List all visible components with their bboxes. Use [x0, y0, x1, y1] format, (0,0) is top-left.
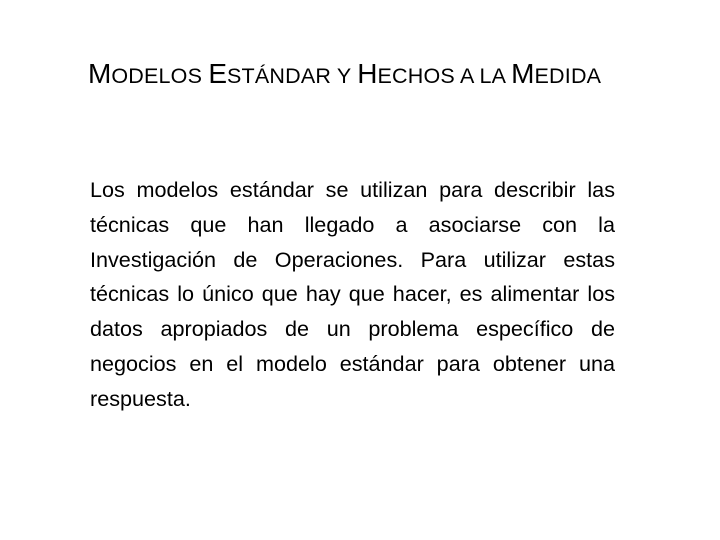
- title-part: M: [88, 58, 112, 89]
- title-part: EDIDA: [534, 64, 602, 88]
- title-part: E: [208, 58, 228, 89]
- slide-title: [88, 56, 688, 88]
- title-part: H: [357, 58, 378, 89]
- title-part: M: [511, 58, 535, 89]
- title-part: ECHOS A LA: [377, 64, 512, 88]
- title-part: ODELOS: [111, 64, 209, 88]
- slide-body-text: Los modelos estándar se utilizan para describir las técnicas que han llegado a asociarse con la Investigación de Operaciones. Para utilizar estas técnicas lo único que hay que hacer, es alimentar los datos apropiados de un problema específico de negocios en el modelo estándar para obtener una respuesta.: [90, 177, 615, 411]
- title-part: STÁNDAR Y: [227, 64, 358, 88]
